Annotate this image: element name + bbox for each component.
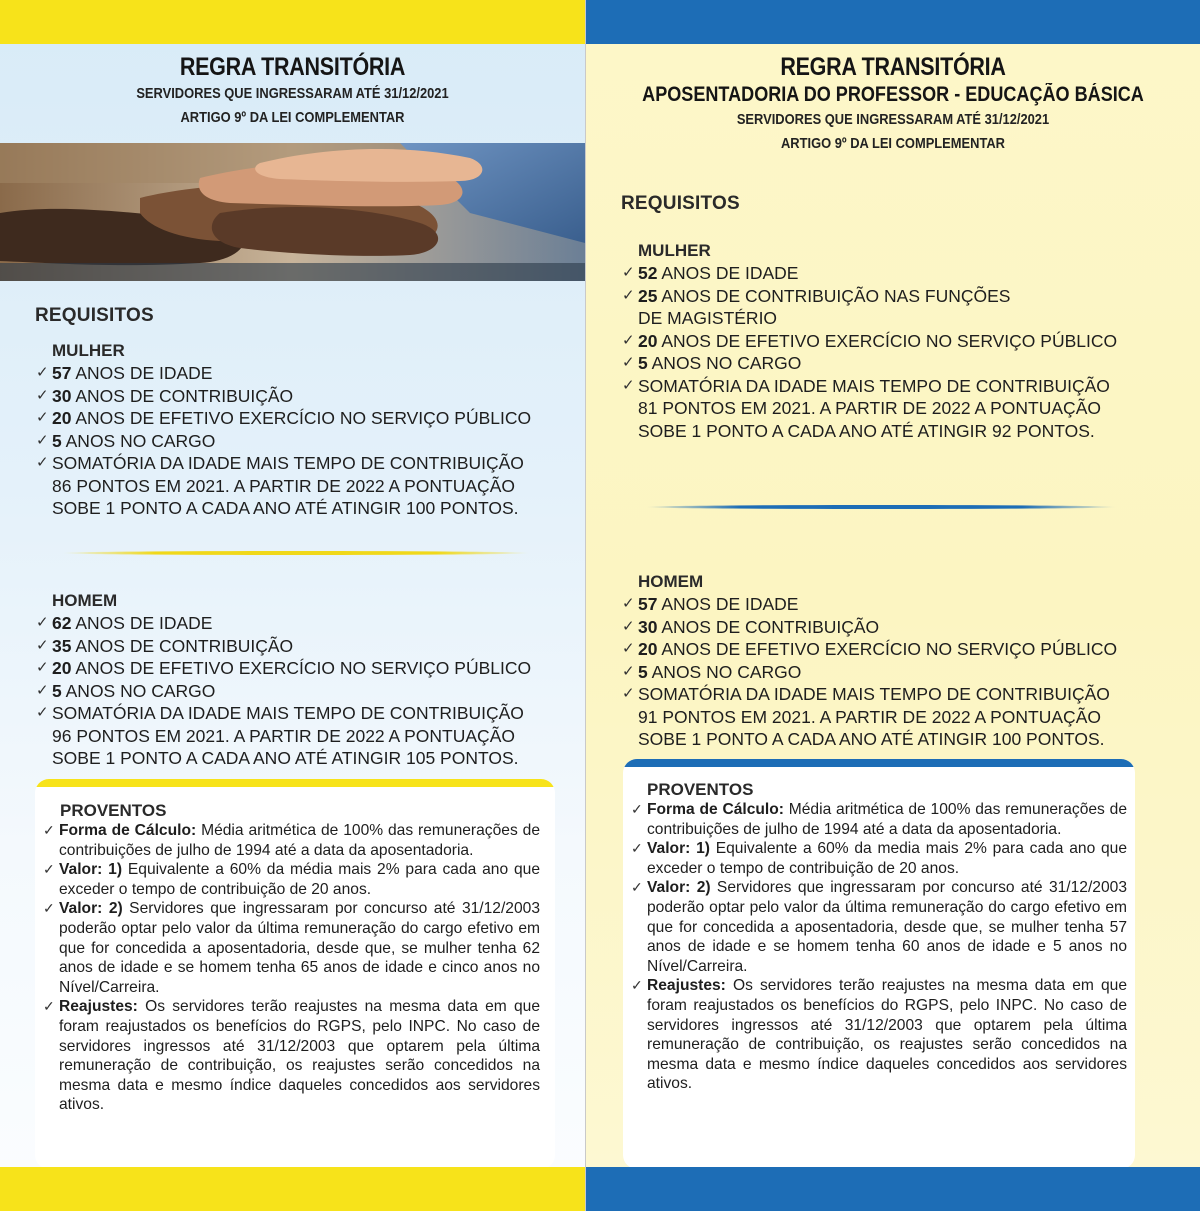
right-mulher-list — [622, 262, 1192, 442]
list-item: ✓ 25 ANOS DE CONTRIBUIÇÃO NAS FUNÇÕES DE MAGISTÉRIO — [622, 285, 1192, 330]
right-subtitle-2: ARTIGO 9º DA LEI COMPLEMENTAR — [780, 135, 1006, 152]
left-proventos-heading: PROVENTOS — [60, 801, 167, 820]
list-item: ✓ 52 ANOS DE IDADE — [622, 262, 1192, 285]
list-item: ✓ Reajustes: Os servidores terão reajustes na mesma data em que foram reajustados os benefícios do RGPS, pelo INPC. No caso de servidores ingressos até 31/12/2003 que optarem pela última remuneração de contribuição, os reajustes serão concedidos na mesma data e mesmo índice daqueles concedidos aos servidores ativos. — [631, 976, 1127, 1094]
list-item: ✓ 62 ANOS DE IDADE — [36, 612, 581, 635]
list-item: ✓ Valor: 1) Equivalente a 60% da media mais 2% para cada ano que exceder o tempo de contribuição de 20 anos. — [631, 839, 1127, 878]
list-item: ✓ 5 ANOS NO CARGO — [36, 430, 581, 453]
list-item: ✓ Valor: 2) Servidores que ingressaram por concurso até 31/12/2003 poderão optar pelo valor da última remuneração do cargo efetivo em que for concedida a aposentadoria, desde que, se mulher tenha 62 anos de idade e se homem tenha 65 anos de idade e cinco anos no Nível/Carreira. — [43, 899, 540, 997]
left-mulher-list — [36, 362, 581, 520]
right-mulher-heading: MULHER — [638, 241, 711, 260]
top-blue-band — [586, 0, 1200, 44]
right-homem-heading: HOMEM — [638, 572, 704, 591]
list-item: ✓ SOMATÓRIA DA IDADE MAIS TEMPO DE CONTRIBUIÇÃO 96 PONTOS EM 2021. A PARTIR DE 2022 A PONTUAÇÃO SOBE 1 PONTO A CADA ANO ATÉ ATINGIR 105 PONTOS. — [36, 702, 581, 770]
left-proventos-card — [35, 779, 555, 1169]
list-item: ✓ 20 ANOS DE EFETIVO EXERCÍCIO NO SERVIÇO PÚBLICO — [36, 407, 581, 430]
list-item: ✓ Valor: 1) Equivalente a 60% da média mais 2% para cada ano que exceder o tempo de contribuição de 20 anos. — [43, 860, 540, 899]
hands-photo — [0, 143, 585, 281]
bottom-yellow-band — [0, 1167, 585, 1211]
list-item: ✓ 20 ANOS DE EFETIVO EXERCÍCIO NO SERVIÇO PÚBLICO — [622, 638, 1192, 661]
list-item: ✓ Reajustes: Os servidores terão reajustes na mesma data em que foram reajustados os benefícios do RGPS, pelo INPC. No caso de servidores ingressos até 31/12/2003 que optarem pela última remuneração de contribuição, os reajustes serão concedidos na mesma data e mesmo índice daqueles concedidos aos servidores ativos. — [43, 997, 540, 1115]
list-item: ✓ 35 ANOS DE CONTRIBUIÇÃO — [36, 635, 581, 658]
right-blue-divider — [646, 505, 1116, 509]
right-panel — [585, 0, 1200, 1211]
left-subtitle-1: SERVIDORES QUE INGRESSARAM ATÉ 31/12/2021 — [136, 85, 449, 102]
list-item: ✓ 20 ANOS DE EFETIVO EXERCÍCIO NO SERVIÇO PÚBLICO — [36, 657, 581, 680]
left-proventos-list — [43, 821, 540, 1115]
right-subtitle-main: APOSENTADORIA DO PROFESSOR - EDUCAÇÃO BÁSICA — [642, 83, 1144, 106]
card-top-accent — [623, 759, 1135, 767]
left-title: REGRA TRANSITÓRIA — [179, 53, 406, 81]
list-item: ✓ 5 ANOS NO CARGO — [622, 352, 1192, 375]
right-proventos-card — [623, 759, 1135, 1169]
left-homem-heading: HOMEM — [52, 591, 118, 610]
right-requisitos-heading: REQUISITOS — [621, 193, 740, 214]
left-mulher-heading: MULHER — [52, 341, 125, 360]
list-item: ✓ 5 ANOS NO CARGO — [36, 680, 581, 703]
right-proventos-list — [631, 800, 1127, 1094]
hands-illustration — [0, 143, 585, 281]
list-item: ✓ 30 ANOS DE CONTRIBUIÇÃO — [36, 385, 581, 408]
left-title-block — [0, 52, 585, 130]
left-homem-list — [36, 612, 581, 770]
right-proventos-heading: PROVENTOS — [647, 780, 754, 799]
list-item: ✓ 5 ANOS NO CARGO — [622, 661, 1192, 684]
top-yellow-band — [0, 0, 585, 44]
left-requisitos-heading: REQUISITOS — [35, 305, 154, 326]
bottom-blue-band — [586, 1167, 1200, 1211]
left-yellow-divider — [62, 551, 530, 555]
card-top-accent — [35, 779, 555, 787]
left-panel — [0, 0, 585, 1211]
list-item: ✓ 57 ANOS DE IDADE — [622, 593, 1192, 616]
right-homem-list — [622, 593, 1192, 751]
list-item: ✓ Forma de Cálculo: Média aritmética de 100% das remunerações de contribuições de julho de 1994 até a data da aposentadoria. — [43, 821, 540, 860]
list-item: ✓ 20 ANOS DE EFETIVO EXERCÍCIO NO SERVIÇO PÚBLICO — [622, 330, 1192, 353]
list-item: ✓ SOMATÓRIA DA IDADE MAIS TEMPO DE CONTRIBUIÇÃO 91 PONTOS EM 2021. A PARTIR DE 2022 A PONTUAÇÃO SOBE 1 PONTO A CADA ANO ATÉ ATINGIR 100 PONTOS. — [622, 683, 1192, 751]
left-subtitle-2: ARTIGO 9º DA LEI COMPLEMENTAR — [180, 109, 405, 126]
list-item: ✓ SOMATÓRIA DA IDADE MAIS TEMPO DE CONTRIBUIÇÃO 81 PONTOS EM 2021. A PARTIR DE 2022 A PONTUAÇÃO SOBE 1 PONTO A CADA ANO ATÉ ATINGIR 92 PONTOS. — [622, 375, 1192, 443]
right-title-block — [586, 52, 1200, 156]
list-item: ✓ Forma de Cálculo: Média aritmética de 100% das remunerações de contribuições de julho de 1994 até a data da aposentadoria. — [631, 800, 1127, 839]
list-item: ✓ 57 ANOS DE IDADE — [36, 362, 581, 385]
list-item: ✓ SOMATÓRIA DA IDADE MAIS TEMPO DE CONTRIBUIÇÃO 86 PONTOS EM 2021. A PARTIR DE 2022 A PONTUAÇÃO SOBE 1 PONTO A CADA ANO ATÉ ATINGIR 100 PONTOS. — [36, 452, 581, 520]
list-item: ✓ 30 ANOS DE CONTRIBUIÇÃO — [622, 616, 1192, 639]
right-subtitle-1: SERVIDORES QUE INGRESSARAM ATÉ 31/12/2021 — [736, 111, 1050, 128]
right-title: REGRA TRANSITÓRIA — [780, 53, 1006, 81]
list-item: ✓ Valor: 2) Servidores que ingressaram por concurso até 31/12/2003 poderão optar pelo valor da última remuneração do cargo efetivo em que for concedida a aposentadoria, desde que, se mulher tenha 57 anos de idade e se homem tenha 60 anos de idade e 5 anos no Nível/Carreira. — [631, 878, 1127, 976]
